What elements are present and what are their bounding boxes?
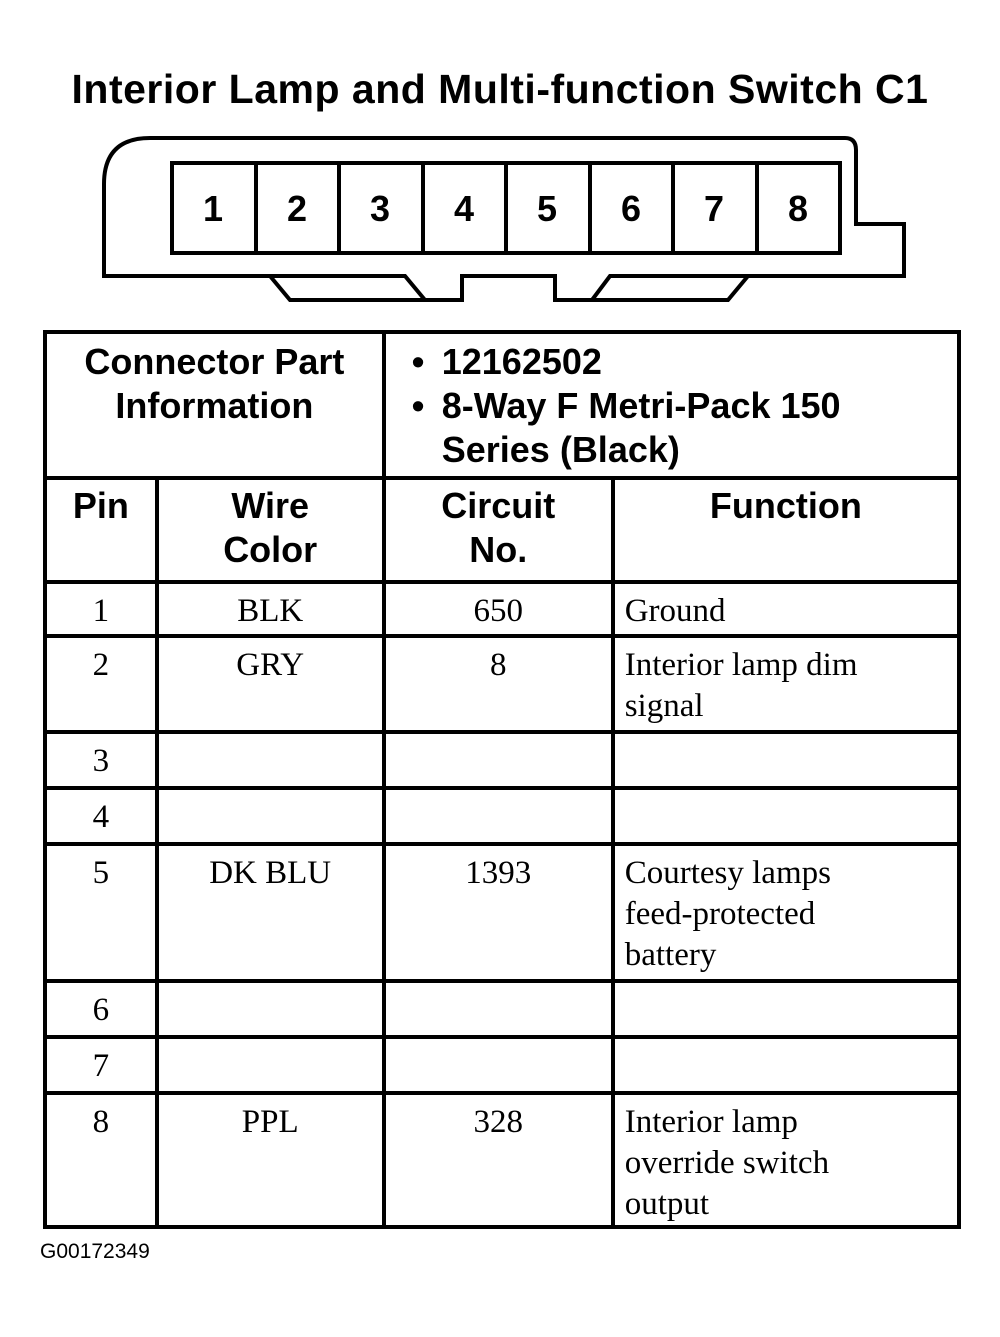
cavity-label-3: 3 bbox=[369, 188, 391, 229]
pin-cell: 7 bbox=[45, 1037, 157, 1093]
circuit-cell: 8 bbox=[384, 636, 613, 732]
pin-cell: 4 bbox=[45, 788, 157, 844]
header-row bbox=[45, 478, 959, 582]
function-cell bbox=[613, 788, 959, 844]
function-cell: Interior lamp override switch output bbox=[613, 1093, 959, 1227]
function-cell: Interior lamp dim signal bbox=[613, 636, 959, 732]
wire-color-cell: PPL bbox=[157, 1093, 384, 1227]
pinout-table bbox=[43, 330, 961, 1229]
cavity-label-5: 5 bbox=[536, 188, 558, 229]
header-pin: Pin bbox=[45, 478, 157, 582]
wire-color-cell: BLK bbox=[157, 582, 384, 636]
function-cell bbox=[613, 1037, 959, 1093]
pin-cell: 3 bbox=[45, 732, 157, 788]
function-cell: Courtesy lamps feed-protected battery bbox=[613, 844, 959, 981]
cavity-label-8: 8 bbox=[787, 188, 809, 229]
part-info-row bbox=[45, 332, 959, 478]
function-cell: Ground bbox=[613, 582, 959, 636]
table-row bbox=[45, 788, 959, 844]
wire-color-cell bbox=[157, 1037, 384, 1093]
circuit-cell bbox=[384, 981, 613, 1037]
cavity-label-7: 7 bbox=[703, 188, 725, 229]
cavity-label-1: 1 bbox=[202, 188, 224, 229]
bullet-icon: • bbox=[411, 341, 425, 382]
function-cell bbox=[613, 981, 959, 1037]
connector-face-diagram bbox=[0, 0, 1000, 320]
circuit-cell bbox=[384, 788, 613, 844]
wire-color-cell bbox=[157, 732, 384, 788]
function-cell bbox=[613, 732, 959, 788]
part-info-label: Connector Part Information bbox=[45, 332, 384, 478]
table-row bbox=[45, 844, 959, 981]
table-row bbox=[45, 636, 959, 732]
cavity-label-4: 4 bbox=[453, 188, 475, 229]
cavity-label-6: 6 bbox=[620, 188, 642, 229]
wire-color-cell: DK BLU bbox=[157, 844, 384, 981]
circuit-cell: 650 bbox=[384, 582, 613, 636]
header-wire-color: Wire Color bbox=[157, 478, 384, 582]
pin-cell: 5 bbox=[45, 844, 157, 981]
cavity-label-2: 2 bbox=[286, 188, 308, 229]
table-row bbox=[45, 981, 959, 1037]
circuit-cell: 328 bbox=[384, 1093, 613, 1227]
table-row bbox=[45, 582, 959, 636]
wire-color-cell bbox=[157, 981, 384, 1037]
table-row bbox=[45, 732, 959, 788]
circuit-cell bbox=[384, 1037, 613, 1093]
pin-cell: 8 bbox=[45, 1093, 157, 1227]
wire-color-cell bbox=[157, 788, 384, 844]
circuit-cell: 1393 bbox=[384, 844, 613, 981]
pin-cell: 2 bbox=[45, 636, 157, 732]
pin-cell: 6 bbox=[45, 981, 157, 1037]
pin-cell: 1 bbox=[45, 582, 157, 636]
header-function: Function bbox=[613, 478, 959, 582]
circuit-cell bbox=[384, 732, 613, 788]
figure-id: G00172349 bbox=[40, 1240, 150, 1263]
part-number: 12162502 bbox=[441, 341, 602, 382]
header-circuit-no: Circuit No. bbox=[384, 478, 613, 582]
table-row bbox=[45, 1093, 959, 1227]
connector-description: 8-Way F Metri-Pack 150 bbox=[441, 385, 841, 426]
wire-color-cell: GRY bbox=[157, 636, 384, 732]
connector-description-cont: Series (Black) bbox=[441, 429, 680, 470]
part-info-details bbox=[384, 332, 959, 478]
bullet-icon: • bbox=[411, 385, 425, 426]
page-title: Interior Lamp and Multi-function Switch C1 bbox=[71, 66, 929, 112]
table-row bbox=[45, 1037, 959, 1093]
